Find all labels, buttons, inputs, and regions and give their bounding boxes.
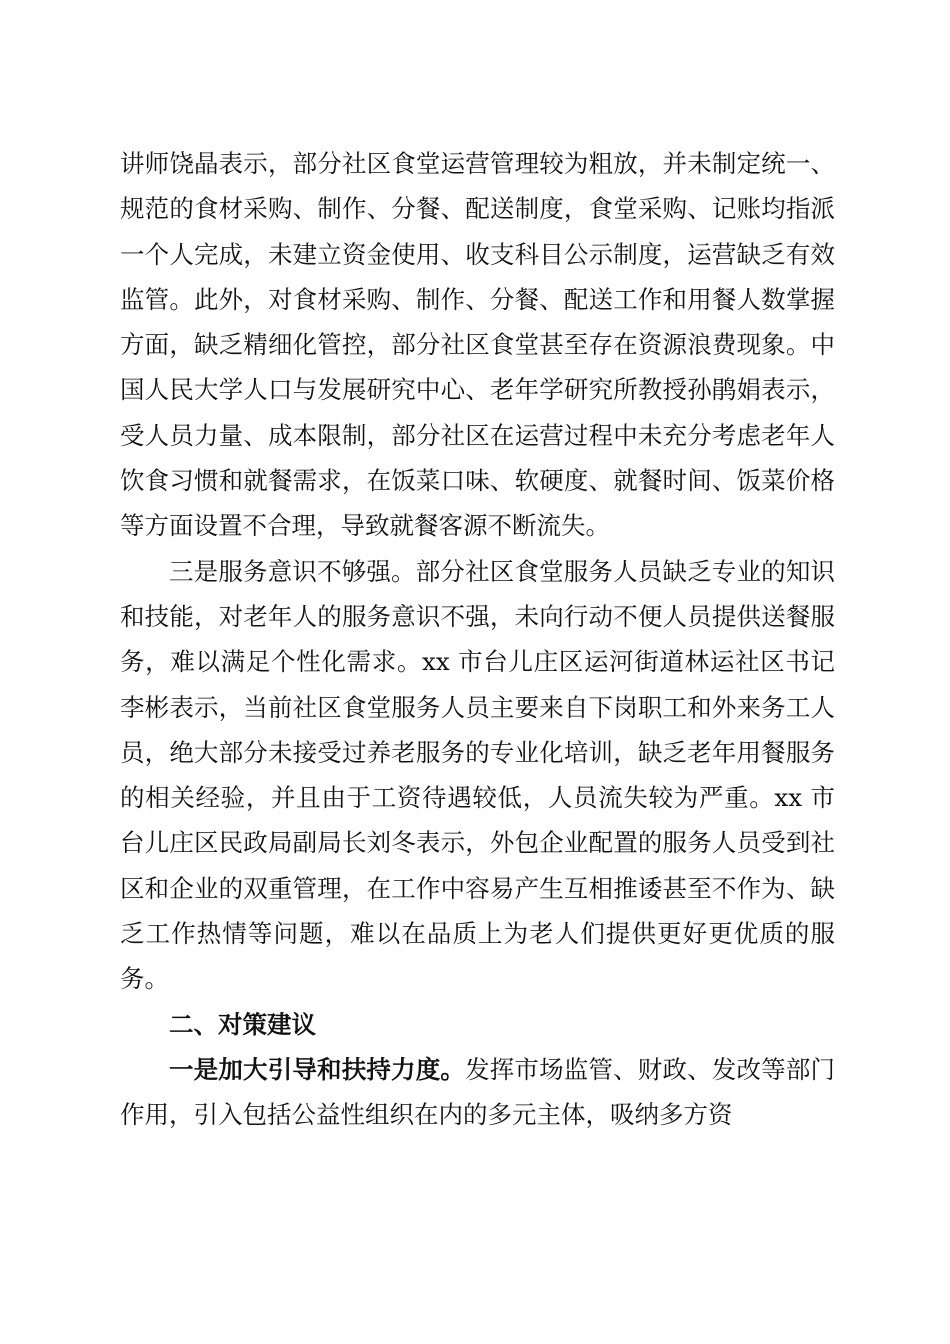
- paragraph-text-guidance-support: 发挥市场监管、财政、发改等部门作用，引入包括公益性组织在内的多元主体，吸纳多方资: [120, 1054, 835, 1130]
- paragraph-canteen-management: 讲师饶晶表示，部分社区食堂运营管理较为粗放，并未制定统一、规范的食材采购、制作、分餐、配送制度，食堂采购、记账均指派一个人完成，未建立资金使用、收支科目公示制度，运营缺乏有效监管。此外，对食材采购、制作、分餐、配送工作和用餐人数掌握方面，缺乏精细化管控，部分社区食堂甚至存在资源浪费现象。中国人民大学人口与发展研究中心、老年学研究所教授孙鹃娟表示，受人员力量、成本限制，部分社区在运营过程中未充分考虑老年人饮食习惯和就餐需求，在饭菜口味、软硬度、就餐时间、饭菜价格等方面设置不合理，导致就餐客源不断流失。: [120, 149, 835, 541]
- document-body: [120, 141, 835, 1138]
- paragraph-service-awareness: [120, 549, 835, 1002]
- paragraph-lead-guidance-support: 一是加大引导和扶持力度。: [169, 1054, 466, 1084]
- paragraph-guidance-support: [120, 1047, 835, 1138]
- paragraph-lead-service-awareness: 三是服务意识不够强。: [169, 556, 416, 586]
- section-heading-countermeasures: 二、对策建议: [169, 1009, 316, 1039]
- paragraph-text-service-awareness: 部分社区食堂服务人员缺乏专业的知识和技能，对老年人的服务意识不强，未向行动不便人员提供送餐服务，难以满足个性化需求。xx 市台儿庄区运河街道林运社区书记李彬表示，当前社区食堂服务人员主要来自下岗职工和外来务工人员，绝大部分未接受过养老服务的专业化培训，缺乏老年用餐服务的相关经验，并且由于工资待遇较低，人员流失较为严重。xx 市台儿庄区民政局副局长刘冬表示，外包企业配置的服务人员受到社区和企业的双重管理，在工作中容易产生互相推诿甚至不作为、缺乏工作热情等问题，难以在品质上为老人们提供更好更优质的服务。: [120, 556, 836, 994]
